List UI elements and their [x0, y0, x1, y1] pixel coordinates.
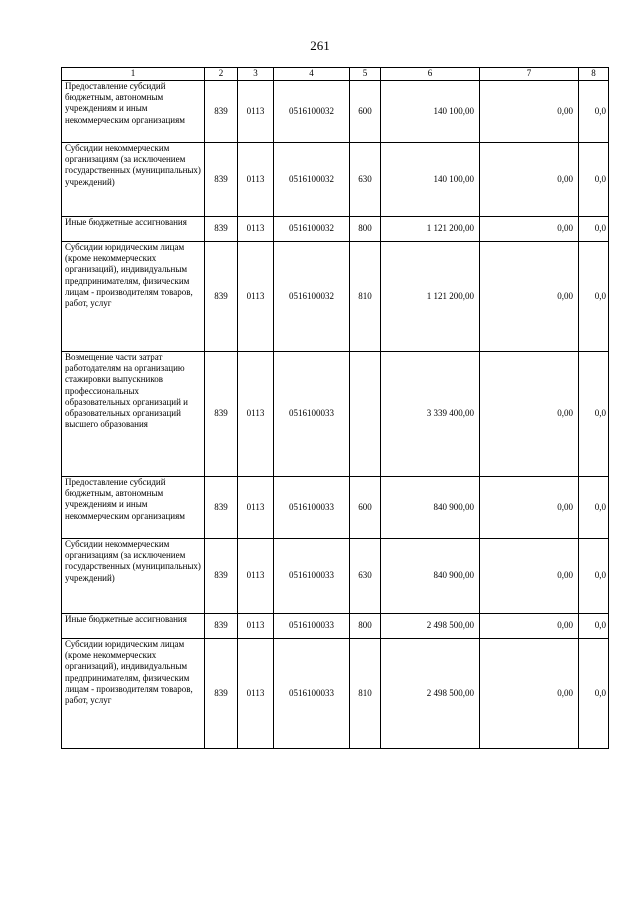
admin-code-cell: 839: [205, 242, 238, 352]
amount-cell: 840 900,00: [381, 477, 480, 539]
header-cell: 6: [381, 68, 480, 81]
target-article-cell: 0516100033: [274, 477, 350, 539]
target-article-cell: 0516100033: [274, 639, 350, 749]
expense-type-cell: [350, 352, 381, 477]
table-row: [62, 539, 609, 614]
table-row: [62, 639, 609, 749]
header-cell: 8: [579, 68, 609, 81]
table-header-row: [62, 68, 609, 81]
target-article-cell: 0516100033: [274, 614, 350, 639]
section-code-cell: 0113: [238, 81, 274, 143]
target-article-cell: 0516100032: [274, 143, 350, 217]
admin-code-cell: 839: [205, 477, 238, 539]
header-cell: 1: [62, 68, 205, 81]
amount-cell: 840 900,00: [381, 539, 480, 614]
amount-cell: 0,0: [579, 477, 609, 539]
table-row: [62, 217, 609, 242]
amount-cell: 3 339 400,00: [381, 352, 480, 477]
amount-cell: 0,00: [480, 639, 579, 749]
amount-cell: 1 121 200,00: [381, 217, 480, 242]
item-name-cell: Предоставление субсидий бюджетным, автономным учреждениям и иным некоммерческим организациям: [62, 81, 205, 143]
item-name-cell: Субсидии некоммерческим организациям (за исключением государственных (муниципальных) учреждений): [62, 539, 205, 614]
table-row: [62, 242, 609, 352]
amount-cell: 0,0: [579, 539, 609, 614]
section-code-cell: 0113: [238, 639, 274, 749]
table-row: [62, 477, 609, 539]
amount-cell: 0,0: [579, 217, 609, 242]
amount-cell: 1 121 200,00: [381, 242, 480, 352]
admin-code-cell: 839: [205, 81, 238, 143]
expense-type-cell: 800: [350, 614, 381, 639]
amount-cell: 0,00: [480, 614, 579, 639]
amount-cell: 140 100,00: [381, 143, 480, 217]
header-cell: 5: [350, 68, 381, 81]
target-article-cell: 0516100033: [274, 539, 350, 614]
amount-cell: 2 498 500,00: [381, 614, 480, 639]
page-number: 261: [310, 38, 330, 53]
expense-type-cell: 810: [350, 639, 381, 749]
header-cell: 3: [238, 68, 274, 81]
section-code-cell: 0113: [238, 217, 274, 242]
amount-cell: 0,00: [480, 352, 579, 477]
amount-cell: 0,0: [579, 81, 609, 143]
amount-cell: 0,00: [480, 242, 579, 352]
expense-type-cell: 600: [350, 81, 381, 143]
target-article-cell: 0516100032: [274, 242, 350, 352]
amount-cell: 0,0: [579, 242, 609, 352]
section-code-cell: 0113: [238, 614, 274, 639]
amount-cell: 0,00: [480, 477, 579, 539]
target-article-cell: 0516100032: [274, 217, 350, 242]
budget-table: [61, 67, 609, 749]
amount-cell: 0,00: [480, 81, 579, 143]
table-row: [62, 81, 609, 143]
section-code-cell: 0113: [238, 242, 274, 352]
amount-cell: 140 100,00: [381, 81, 480, 143]
amount-cell: 0,00: [480, 539, 579, 614]
expense-type-cell: 630: [350, 539, 381, 614]
section-code-cell: 0113: [238, 477, 274, 539]
amount-cell: 0,0: [579, 143, 609, 217]
expense-type-cell: 630: [350, 143, 381, 217]
item-name-cell: Предоставление субсидий бюджетным, автономным учреждениям и иным некоммерческим организациям: [62, 477, 205, 539]
amount-cell: 0,00: [480, 217, 579, 242]
admin-code-cell: 839: [205, 539, 238, 614]
admin-code-cell: 839: [205, 143, 238, 217]
item-name-cell: Субсидии юридическим лицам (кроме некоммерческих организаций), индивидуальным предпринимателям, физическим лицам - производителям товаров, работ, услуг: [62, 639, 205, 749]
expense-type-cell: 810: [350, 242, 381, 352]
item-name-cell: Субсидии некоммерческим организациям (за исключением государственных (муниципальных) учреждений): [62, 143, 205, 217]
expense-type-cell: 600: [350, 477, 381, 539]
target-article-cell: 0516100033: [274, 352, 350, 477]
item-name-cell: Возмещение части затрат работодателям на организацию стажировки выпускников профессиональных образовательных организаций и образовательных организаций высшего образования: [62, 352, 205, 477]
amount-cell: 0,0: [579, 352, 609, 477]
amount-cell: 2 498 500,00: [381, 639, 480, 749]
amount-cell: 0,0: [579, 639, 609, 749]
section-code-cell: 0113: [238, 352, 274, 477]
amount-cell: 0,0: [579, 614, 609, 639]
header-cell: 2: [205, 68, 238, 81]
table-row: [62, 143, 609, 217]
header-cell: 4: [274, 68, 350, 81]
admin-code-cell: 839: [205, 352, 238, 477]
admin-code-cell: 839: [205, 217, 238, 242]
header-cell: 7: [480, 68, 579, 81]
admin-code-cell: 839: [205, 639, 238, 749]
item-name-cell: Иные бюджетные ассигнования: [62, 614, 205, 639]
section-code-cell: 0113: [238, 539, 274, 614]
admin-code-cell: 839: [205, 614, 238, 639]
table-row: [62, 614, 609, 639]
section-code-cell: 0113: [238, 143, 274, 217]
expense-type-cell: 800: [350, 217, 381, 242]
target-article-cell: 0516100032: [274, 81, 350, 143]
amount-cell: 0,00: [480, 143, 579, 217]
item-name-cell: Субсидии юридическим лицам (кроме некоммерческих организаций), индивидуальным предпринимателям, физическим лицам - производителям товаров, работ, услуг: [62, 242, 205, 352]
item-name-cell: Иные бюджетные ассигнования: [62, 217, 205, 242]
table-row: [62, 352, 609, 477]
